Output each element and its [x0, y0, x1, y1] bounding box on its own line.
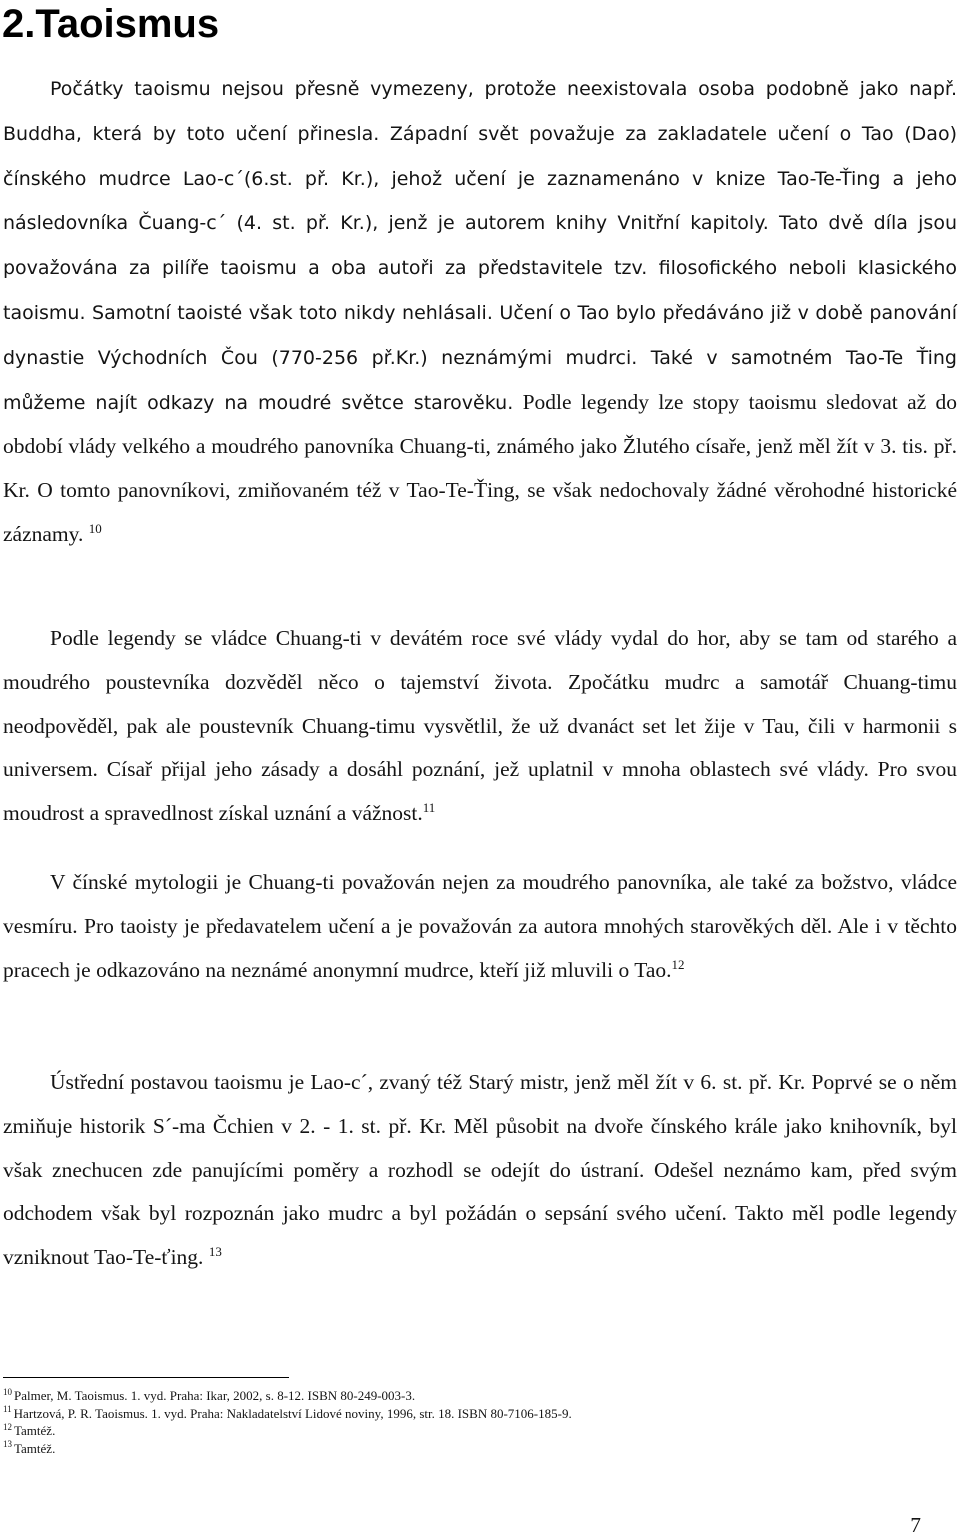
paragraph-2-text: Podle legendy se vládce Chuang-ti v devátém roce své vlády vydal do hor, aby se tam od starého a moudrého poustevníka dozvěděl něco o tajemství života. Zpočátku mudrc a samotář Chuang-timu neodpověděl, pak ale poustevník Chuang-timu vysvětlil, že už dvanáct set let žije v Tau, čili v harmonii s universem. Císař přijal jeho zásady a dosáhl poznání, jež uplatnil v mnoha oblastech své vlády. Pro svou moudrost a spravedlnost získal uznání a vážnost.	[3, 626, 957, 826]
paragraph-4-text: Ústřední postavou taoismu je Lao-c´, zvaný též Starý mistr, jenž měl žít v 6. st. př. Kr. Poprvé se o něm zmiňuje historik S´-ma Čchien v 2. - 1. st. př. Kr. Měl působit na dvoře čínského krále jako knihovník, byl však znechucen zde panujícími poměry a rozhodl se odejít do ústraní. Odešel neznámo kam, před svým odchodem však byl rozpoznán jako mudrc a byl požádán o sepsání svého učení. Takto měl podle legendy vzniknout Tao-Te-ťing.	[3, 1070, 957, 1270]
paragraph-2	[3, 617, 957, 836]
footnote-number: 13	[3, 1439, 12, 1450]
footnote-10	[3, 1387, 903, 1405]
footnotes	[3, 1387, 903, 1457]
footnote-number: 10	[3, 1386, 12, 1397]
footnote-ref-10: 10	[88, 520, 102, 536]
paragraph-4	[3, 1061, 957, 1280]
footnote-12	[3, 1422, 903, 1440]
footnote-text: Palmer, M. Taoismus. 1. vyd. Praha: Ikar, 2002, s. 8-12. ISBN 80-249-003-3.	[14, 1388, 416, 1403]
footnote-number: 11	[3, 1404, 12, 1415]
footnote-text: Tamtéž.	[14, 1440, 56, 1456]
footnote-text: Tamtéž.	[14, 1423, 56, 1438]
footnote-number: 12	[3, 1421, 12, 1432]
page-number: 7	[910, 1513, 921, 1537]
footnote-ref-13: 13	[208, 1244, 222, 1260]
paragraph-3	[3, 861, 957, 992]
footnote-11	[3, 1405, 903, 1423]
footnote-ref-11: 11	[422, 800, 436, 816]
paragraph-3-text: V čínské mytologii je Chuang-ti považován nejen za moudrého panovníka, ale také za božstvo, vládce vesmíru. Pro taoisty je předavatelem učení a je považován za autora mnohých starověkých děl. Ale i v těchto pracech je odkazováno na neznámé anonymní mudrce, kteří již mluvili o Tao.	[3, 870, 957, 982]
chapter-heading: 2.Taoismus	[2, 2, 220, 46]
footnote-13	[3, 1440, 903, 1458]
footnote-ref-12: 12	[671, 956, 685, 972]
paragraph-1-text-sans: Počátky taoismu nejsou přesně vymezeny, protože neexistovala osoba podobně jako např. Buddha, která by toto učení přinesla. Západní svět považuje za zakladatele učení o Tao (Dao) čínského mudrce Lao-c´(6.st. př. Kr.), jehož učení je zaznamenáno v knize Tao-Te-Ťing a jeho následovníka Čuang-c´ (4. st. př. Kr.), jenž je autorem knihy Vnitřní kapitoly. Tato dvě díla jsou považována za pilíře taoismu a oba autoři za představitele tzv. filosofického neboli klasického taoismu. Samotní taoisté však toto nikdy nehlásali. Učení o Tao bylo předáváno již v době panování dynastie Východních Čou (770-256 př.Kr.) neznámými mudrci. Také v samotném Tao-Te Ťing můžeme najít odkazy na moudré světce starověku.	[3, 78, 957, 414]
paragraph-1-text: Podle legendy lze stopy taoismu sledovat až do období vlády velkého a moudrého panovníka Chuang-ti, známého jako Žlutého císaře, jenž měl žít v 3. tis. př. Kr. O tomto panovníkovi, zmiňovaném též v Tao-Te-Ťing, se však nedochovaly žádné věrohodné historické záznamy.	[3, 389, 958, 546]
paragraph-1	[3, 67, 957, 557]
footnote-separator	[3, 1377, 289, 1378]
footnote-text: Hartzová, P. R. Taoismus. 1. vyd. Praha: Nakladatelství Lidové noviny, 1996, str. 18. ISBN 80-7106-185-9.	[13, 1405, 572, 1421]
